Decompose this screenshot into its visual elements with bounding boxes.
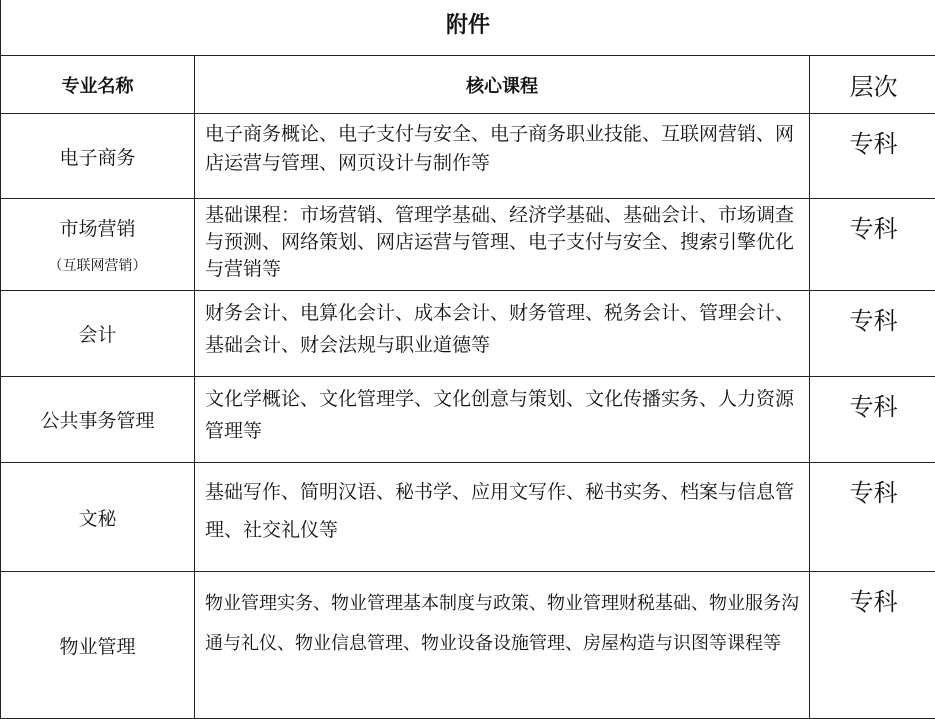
level-cell <box>810 463 935 572</box>
major-cell <box>1 463 195 572</box>
table-header-row <box>1 56 935 114</box>
table-row <box>1 463 935 572</box>
level-cell <box>810 572 935 719</box>
table-row <box>1 199 935 291</box>
level-value: 专科 <box>810 291 935 336</box>
major-cell <box>1 114 195 199</box>
table-row <box>1 377 935 463</box>
major-name: 公共事务管理 <box>1 406 194 433</box>
major-cell <box>1 199 195 291</box>
level-value: 专科 <box>810 199 935 244</box>
level-cell <box>810 114 935 199</box>
major-cell <box>1 291 195 377</box>
major-name: 会计 <box>1 320 194 347</box>
header-major-label: 专业名称 <box>1 72 194 98</box>
level-cell <box>810 199 935 291</box>
header-level-label: 层次 <box>810 67 935 102</box>
level-value: 专科 <box>810 377 935 422</box>
level-value: 专科 <box>810 114 935 159</box>
level-cell <box>810 291 935 377</box>
page-title: 附件 <box>1 8 935 39</box>
major-name: 市场营销 <box>1 214 194 241</box>
table-row <box>1 114 935 199</box>
header-courses-label: 核心课程 <box>195 72 809 98</box>
courses-cell: 物业管理实务、物业管理基本制度与政策、物业管理财税基础、物业服务沟通与礼仪、物业信息管理、物业设备设施管理、房屋构造与识图等课程等 <box>195 572 810 719</box>
major-name: 文秘 <box>1 504 194 531</box>
header-major <box>1 56 195 114</box>
header-level <box>810 56 935 114</box>
major-name: 物业管理 <box>1 632 194 659</box>
major-name: 电子商务 <box>1 143 194 170</box>
major-subtitle: （互联网营销） <box>1 255 194 275</box>
courses-cell: 基础课程：市场营销、管理学基础、经济学基础、基础会计、市场调查与预测、网络策划、网店运营与管理、电子支付与安全、搜索引擎优化与营销等 <box>195 199 810 291</box>
level-value: 专科 <box>810 463 935 508</box>
courses-cell: 电子商务概论、电子支付与安全、电子商务职业技能、互联网营销、网店运营与管理、网页设计与制作等 <box>195 114 810 199</box>
courses-cell: 文化学概论、文化管理学、文化创意与策划、文化传播实务、人力资源管理等 <box>195 377 810 463</box>
header-courses <box>195 56 810 114</box>
table-row <box>1 572 935 719</box>
major-cell <box>1 377 195 463</box>
course-table <box>0 55 935 719</box>
level-value: 专科 <box>810 572 935 617</box>
major-cell <box>1 572 195 719</box>
courses-cell: 财务会计、电算化会计、成本会计、财务管理、税务会计、管理会计、基础会计、财会法规与职业道德等 <box>195 291 810 377</box>
table-row <box>1 291 935 377</box>
level-cell <box>810 377 935 463</box>
courses-cell: 基础写作、简明汉语、秘书学、应用文写作、秘书实务、档案与信息管理、社交礼仪等 <box>195 463 810 572</box>
title-row <box>0 0 935 56</box>
